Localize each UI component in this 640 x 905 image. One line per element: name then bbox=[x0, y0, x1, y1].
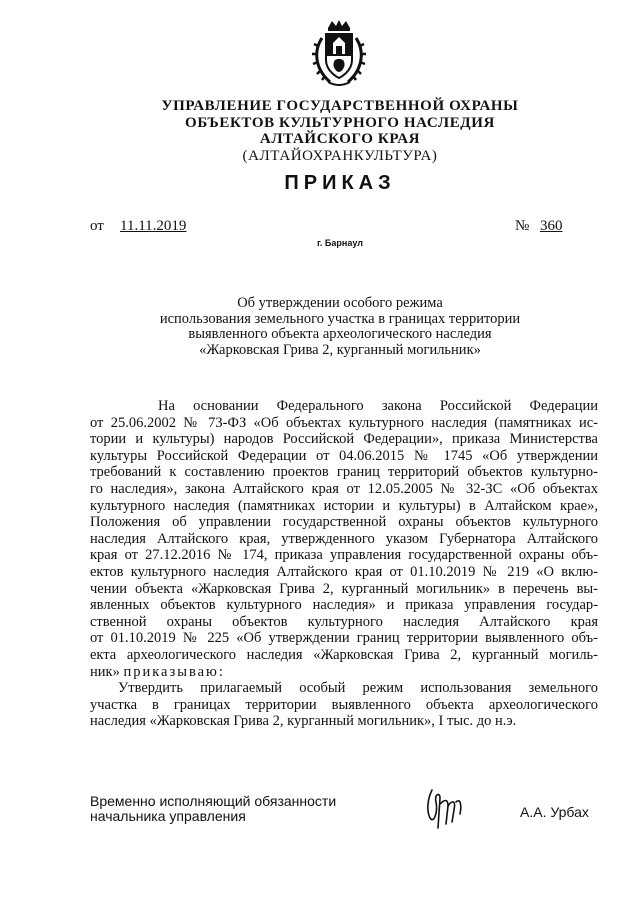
body-line: от 01.10.2019 № 225 «Об утверждении границ территории выявленного объ- bbox=[90, 630, 598, 647]
document-date: 11.11.2019 bbox=[120, 218, 187, 234]
body-line: На основании Федерального закона Российской Федерации bbox=[158, 398, 598, 414]
body-line: наследия «Жарковская Грива 2, курганный могильник», I тыс. до н.э. bbox=[90, 713, 517, 730]
position-line: Временно исполняющий обязанности bbox=[90, 793, 337, 809]
subject-line: использования земельного участка в границах территории bbox=[159, 310, 521, 327]
number-prefix: № bbox=[515, 218, 530, 234]
order-word: приказываю: bbox=[123, 663, 225, 680]
body-line: края от 27.12.2016 № 174, приказа управления государственной охраны объ- bbox=[90, 547, 598, 564]
altai-krai-coat-of-arms-icon bbox=[308, 18, 370, 90]
body-line-prefix: ник» bbox=[90, 663, 120, 680]
date-prefix: от bbox=[90, 218, 104, 234]
signatory-name: А.А. Урбах bbox=[520, 804, 589, 820]
position-line: начальника управления bbox=[90, 808, 246, 824]
body-line: ектов культурного наследия Алтайского края от 01.10.2019 № 219 «О вклю- bbox=[90, 563, 598, 580]
body-line: Положения об управлении государственной охраны объектов культурного bbox=[90, 514, 598, 531]
body-line: от 25.06.2002 № 73-ФЗ «Об объектах культурного наследия (памятниках ис- bbox=[90, 414, 598, 431]
body-line: участка в границах территории выявленного объекта археологического bbox=[90, 696, 598, 713]
document-subject bbox=[120, 296, 560, 358]
body-line: ственной охраны объектов культурного наследия Алтайского края bbox=[90, 613, 598, 630]
agency-abbreviation: (АЛТАЙОХРАНКУЛЬТУРА) bbox=[242, 147, 438, 164]
subject-line: «Жарковская Грива 2, курганный могильник» bbox=[199, 341, 481, 358]
city-label: г. Барнаул bbox=[317, 238, 363, 248]
agency-line: ОБЪЕКТОВ КУЛЬТУРНОГО НАСЛЕДИЯ bbox=[185, 114, 495, 131]
signatory-position bbox=[90, 794, 336, 824]
body-line: наследия Алтайского края, утвержденного указом Губернатора Алтайского bbox=[90, 530, 598, 547]
agency-line: АЛТАЙСКОГО КРАЯ bbox=[259, 131, 421, 147]
body-line: культурного наследия (памятниках истории и культуры) в Алтайском крае», bbox=[90, 497, 598, 514]
body-line: тории и культуры) народов Российской Федерации», приказа Министерства bbox=[90, 431, 598, 448]
document-number: 360 bbox=[540, 218, 563, 234]
body-line-order bbox=[90, 664, 598, 681]
agency-name bbox=[150, 98, 530, 164]
body-line: екта археологического наследия «Жарковская Грива 2, курганный могиль- bbox=[90, 646, 598, 663]
subject-line: выявленного объекта археологического наследия bbox=[188, 326, 492, 342]
body-line: чении объекта «Жарковская Грива 2, курганный могильник» в перечень вы- bbox=[90, 580, 598, 597]
document-type-title: ПРИКАЗ bbox=[284, 172, 396, 194]
body-line: явленных объектов культурного наследия» и приказа управления государ- bbox=[90, 597, 598, 614]
agency-line: УПРАВЛЕНИЕ ГОСУДАРСТВЕННОЙ ОХРАНЫ bbox=[161, 98, 519, 114]
body-line: требований к составлению проектов границ территорий объектов культурно- bbox=[90, 464, 598, 481]
body-line: культуры Российской Федерации от 04.06.2015 № 1745 «Об утверждении bbox=[90, 447, 598, 464]
body-line: го наследия», закона Алтайского края от 12.05.2005 № 32-ЗС «Об объектах bbox=[90, 480, 598, 497]
body-line: Утвердить прилагаемый особый режим использования земельного bbox=[118, 680, 598, 697]
subject-line: Об утверждении особого режима bbox=[237, 295, 443, 311]
document-body bbox=[90, 398, 598, 730]
handwritten-signature-icon bbox=[418, 784, 468, 834]
